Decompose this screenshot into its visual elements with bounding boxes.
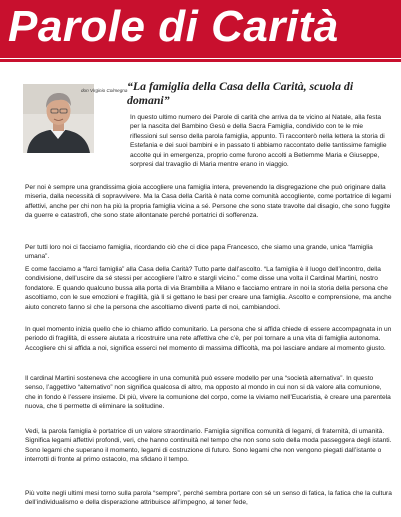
paragraph-text: Il cardinal Martini sosteneva che accogliere in una comunità può essere modello per una “società alternativa”. In questo senso, l’aggettivo “alternativo” non significa qualcosa di altro, ma opposto al mondo in cui non si dà valore alla comunione, che in fondo è l’essere insieme. Di più, vivere la comunione del corpo, come la viviamo nell’Eucaristia, è creare una parentela nuova, che ti permette di eliminare la solitudine.: [25, 375, 391, 411]
masthead-rule: [0, 59, 401, 62]
paragraph-text: Più volte negli ultimi mesi torno sulla parola “sempre”, perché sembra portare con sé un senso di fatica, la fatica che la cultura dell’individualismo e della disperazione attribuisce all’impegno, al tener fede,: [25, 490, 392, 507]
author-photo: [23, 84, 94, 153]
article-headline: “La famiglia della Casa della Carità, scuola di domani”: [127, 79, 354, 107]
paragraph-8: [25, 489, 392, 508]
masthead-title: Parole di Carità: [8, 2, 339, 51]
paragraph-3: [25, 243, 392, 262]
masthead: [0, 0, 401, 58]
paragraph-4: [25, 265, 392, 312]
paragraph-2: [25, 183, 392, 221]
paragraph-5: [25, 325, 392, 353]
paragraph-lead: [130, 113, 392, 170]
paragraph-text: In quel momento inizia quello che io chiamo affido comunitario. La persona che si affida chiede di essere accompagnata in un periodo di fragilità, di essere aiutata a ricostruire una rete affettiva che c’è, per poi tornare a una vita di famiglia autonoma. Accogliere chi si affida a noi, significa esserci nel momento di massima difficoltà, ma poi lasciare andare al momento giusto.: [25, 326, 392, 352]
paragraph-text: Per tutti loro noi ci facciamo famiglia, ricordando ciò che ci dice papa Francesco, che siamo una grande, unica “famiglia umana”.: [25, 244, 373, 261]
paragraph-7: [25, 427, 392, 465]
paragraph-text: Vedi, la parola famiglia è portatrice di un valore straordinario. Famiglia significa comunità di legami, di fraternità, di umanità. Significa legami affettivi profondi, veri, che hanno continuità nel tempo che non sono solo della moda passeggera degli istanti. Sono legami che superano il momento, legami di costruzione di futuro. Sono legami che non vengono piegati dall’istante o interrotti di fronte al primo ostacolo, ma sfidano il tempo.: [25, 428, 392, 464]
author-byline: don Virginio Colmegna: [81, 88, 128, 93]
paragraph-6: [25, 374, 392, 412]
paragraph-text: In questo ultimo numero dei Parole di carità che arriva da te vicino al Natale, alla festa per la nascita del Bambino Gesù e della Sacra Famiglia, condivido con te le mie riflessioni sul senso della parola famiglia, appunto. Ti racconterò nella lettera la storia di Estefania e dei suoi bambini e in passato ti abbiamo raccontato delle tantissime famiglie accolte qui in emergenza, proprio come furono accolti a Betlemme Maria e Giuseppe, sorpresi dal travaglio di Maria mentre erano in viaggio.: [130, 114, 387, 169]
portrait-photo-icon: [23, 84, 94, 153]
paragraph-text: Per noi è sempre una grandissima gioia accogliere una famiglia intera, prevenendo la disgregazione che può originare dalla miseria, dalla necessità di sopravvivere. Ma la Casa della Carità è nata come comunità accogliente, come portatrice di legami affettivi, anche per chi non ha più la propria famiglia vicina a sé. Persone che sono state travolte dal disagio, che sono fuggite da guerre e catastrofi, che sono state allontanate perché portatrici di sofferenza.: [25, 184, 392, 220]
paragraph-text: E come facciamo a “farci famiglia” alla Casa della Carità? Tutto parte dall’ascolto. “La famiglia è il luogo dell’incontro, della condivisione, dell’uscire da sé stessi per accogliere l’altro e stargli vicino.” come disse una volta il Cardinal Martini, nostro fondatore. E quando qualcuno bussa alla porta di via Brambilla a Milano e facciamo entrare in noi la storia della persona che ascoltiamo, con le sue emozioni e fragilità, già lì si gettano le basi per creare una famiglia. Ascolto e comprensione, ma anche aiuto concreto fanno sì che la persona che ascoltiamo diventi parte di noi, cambiandoci.: [25, 266, 392, 311]
